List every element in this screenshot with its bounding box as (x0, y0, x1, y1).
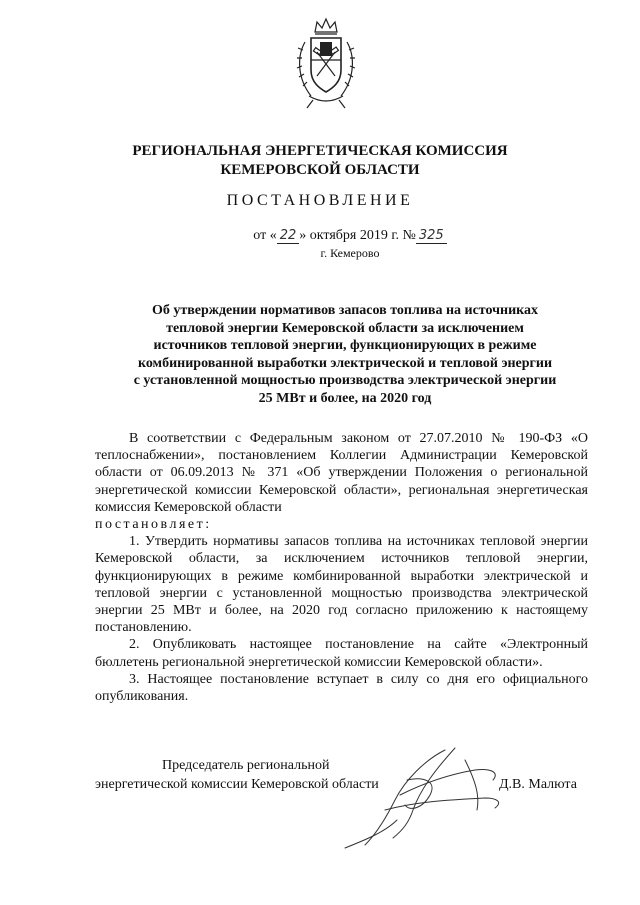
date-middle: » октября 2019 г. № (299, 228, 416, 243)
signer-name: Д.В. Малюта (499, 777, 577, 792)
org-title-line-2: КЕМЕРОВСКОЙ ОБЛАСТИ (220, 162, 420, 178)
date-day: 22 (277, 228, 300, 244)
coat-of-arms-icon (293, 16, 359, 110)
subject-line: тепловой энергии Кемеровской области за исключением (166, 320, 524, 336)
document-subject (95, 302, 595, 407)
handwritten-signature-icon (325, 740, 515, 860)
subject-line: Об утверждении нормативов запасов топлива на источниках (151, 303, 539, 318)
subject-line: источников тепловой энергии, функционирующих в режиме (153, 338, 537, 353)
organization-title (0, 142, 640, 180)
item-2-paragraph: 2. Опубликовать настоящее постановление на сайте «Электронный бюллетень региональной энергетической комиссии Кемеровской области». (95, 637, 588, 670)
item-1-paragraph: 1. Утвердить нормативы запасов топлива на источниках тепловой энергии Кемеровской области, за исключением источников тепловой энергии, функционирующих в режиме комбинированной выработки электрической и тепловой энергии с установленной мощностью производства электрической энергии 25 МВт и более, на 2020 год согласно приложению к настоящему постановлению. (95, 534, 588, 636)
document-type: ПОСТАНОВЛЕНИЕ (226, 192, 414, 209)
org-title-line-1: РЕГИОНАЛЬНАЯ ЭНЕРГЕТИЧЕСКАЯ КОМИССИЯ (132, 143, 508, 159)
signature-block (0, 758, 640, 868)
subject-line: 25 МВт и более, на 2020 год (258, 390, 432, 406)
preamble-paragraph: В соответствии с Федеральным законом от 27.07.2010 № 190-ФЗ «О теплоснабжении», постановлением Коллегии Администрации Кемеровской области от 06.09.2013 № 371 «Об утверждении Положения о региональной энергетической комиссии Кемеровской области», региональная энергетическая комиссия Кемеровской области (95, 431, 588, 515)
subject-line: с установленной мощностью производства электрической энергии (133, 373, 557, 388)
document-date-line (0, 228, 640, 244)
document-body (95, 430, 588, 705)
subject-line: комбинированной выработки электрической и тепловой энергии (137, 355, 553, 371)
date-prefix: от « (253, 228, 277, 243)
resolves-word: постановляет: (95, 517, 212, 533)
signer-position-line-1: Председатель региональной (162, 758, 330, 773)
document-city: г. Кемерово (320, 246, 380, 260)
document-number: 325 (416, 228, 447, 244)
signer-position-line-2: энергетической комиссии Кемеровской области (95, 777, 379, 792)
item-3-paragraph: 3. Настоящее постановление вступает в силу со дня его официального опубликования. (95, 671, 588, 705)
